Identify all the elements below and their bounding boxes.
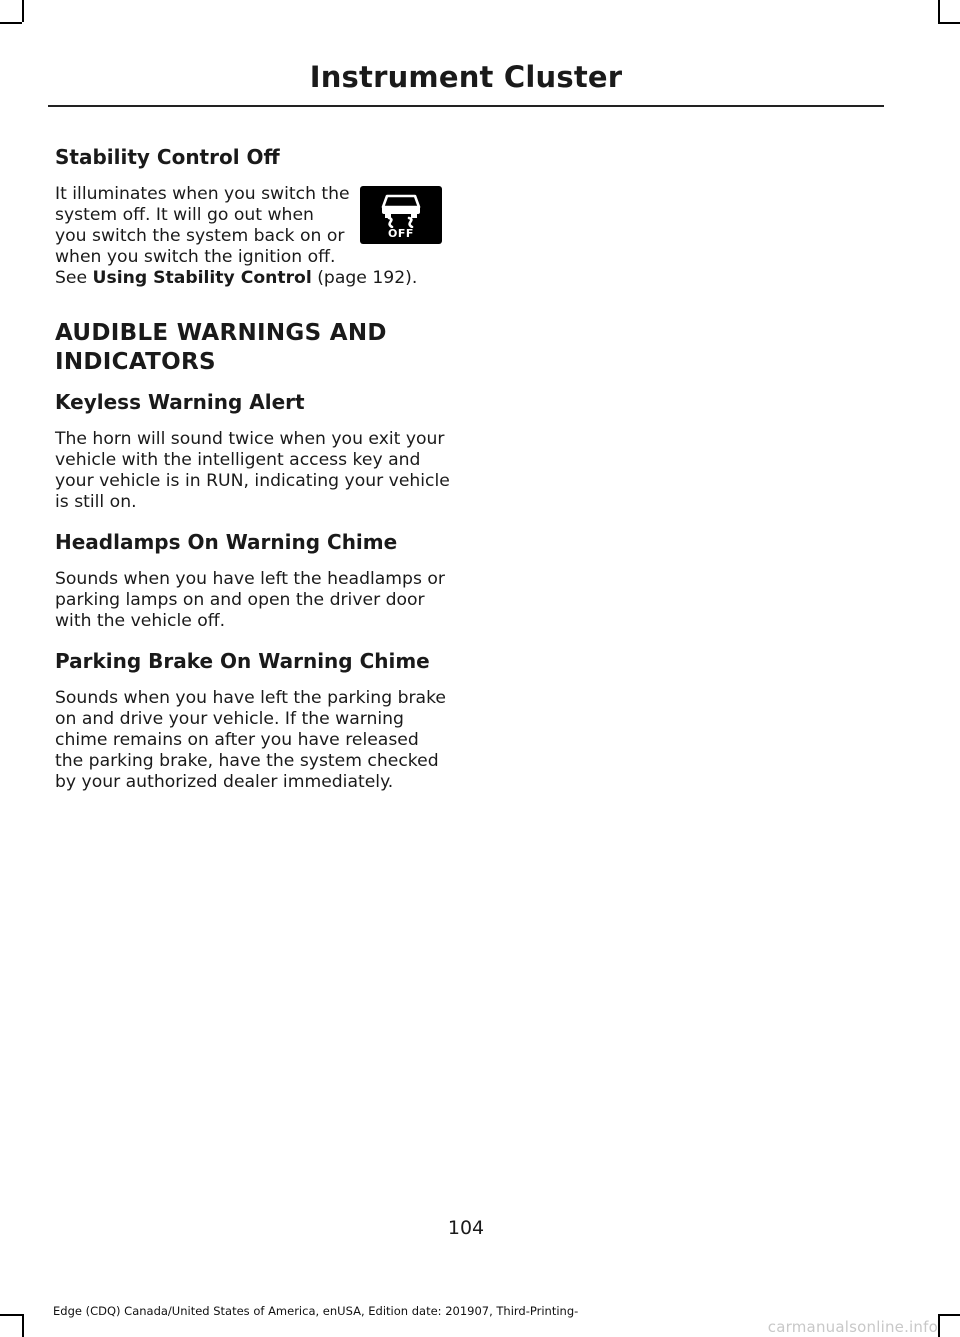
parking-brake-body: Sounds when you have left the parking brake on and drive your vehicle. If the warning chime remains on after you have released the parking brake, have the system checked by your authorized dealer immediately. <box>55 688 446 792</box>
stability-body: It illuminates when you switch the system off. It will go out when you switch the system back on or when you switch the ignition off. See Using Stability Control (page 192). <box>55 184 418 288</box>
stability-heading: Stability Control Off <box>55 145 280 169</box>
keyless-body: The horn will sound twice when you exit your vehicle with the intelligent access key and your vehicle is in RUN, indicating your vehicle is still on. <box>55 429 450 512</box>
crop-mark <box>938 0 940 22</box>
crop-mark <box>22 1314 24 1337</box>
crop-mark <box>0 22 22 24</box>
link-using-stability-control[interactable]: Using Stability Control <box>92 268 312 288</box>
header-divider <box>48 105 884 107</box>
crop-mark <box>22 0 24 22</box>
stability-block <box>55 184 450 289</box>
keyless-heading: Keyless Warning Alert <box>55 390 305 414</box>
page-number: 104 <box>447 1217 485 1239</box>
crop-mark <box>938 22 960 24</box>
headlamps-body: Sounds when you have left the headlamps or parking lamps on and open the driver door with the vehicle off. <box>55 569 445 631</box>
crop-mark <box>938 1314 940 1337</box>
parking-brake-heading: Parking Brake On Warning Chime <box>55 649 430 673</box>
page-header-title: Instrument Cluster <box>309 60 623 94</box>
footer-edition-info: Edge (CDQ) Canada/United States of America, enUSA, Edition date: 201907, Third-Printing- <box>53 1304 579 1318</box>
stability-control-off-icon <box>360 186 442 244</box>
headlamps-heading: Headlamps On Warning Chime <box>55 530 398 554</box>
crop-mark <box>938 1314 960 1316</box>
audible-warnings-heading: AUDIBLE WARNINGS AND INDICATORS <box>55 320 387 375</box>
main-column <box>55 142 450 805</box>
icon-off-label: OFF <box>388 227 414 240</box>
watermark: carmanualsonline.info <box>767 1318 938 1336</box>
crop-mark <box>0 1314 22 1316</box>
